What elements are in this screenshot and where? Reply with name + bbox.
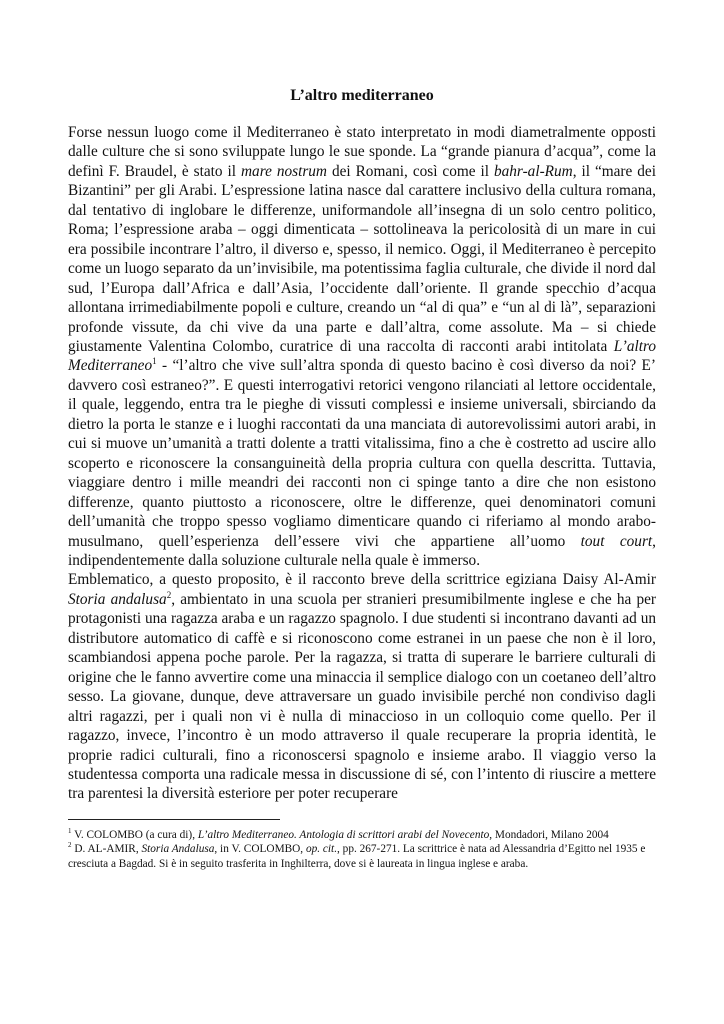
text-run: Emblematico, a questo proposito, è il racconto breve della scrittrice egiziana Daisy Al-Amir bbox=[68, 571, 656, 589]
footnote-ref-1: 1 bbox=[152, 356, 157, 367]
text-run: D. AL-AMIR, bbox=[71, 843, 142, 856]
story-title: Storia Andalusa bbox=[141, 843, 215, 856]
paragraph-2 bbox=[68, 570, 656, 803]
book-title: L’altro Mediterraneo bbox=[68, 337, 656, 375]
text-run: , ambientato in una scuola per stranieri presumibilmente inglese e che ha per protagonisti una ragazza araba e un ragazzo spagnolo. I due studenti si incontrano davanti ad un distributore automatico di caffè e si riconoscono come estranei in un paese che non è il loro, scambiandosi appena poche parole. Per la ragazza, si tratta di superare le barriere culturali di origine che le fanno avvertire come una minaccia il semplice dialogo con un coetaneo dell’altro sesso. La giovane, dunque, deve attraversare un guado invisibile perché non condiviso dagli altri ragazzi, per i quali non vi è nulla di minaccioso in un colloquio come quello. Per il ragazzo, invece, l’incontro è un modo attraverso il quale recuperare la propria identità, le proprie radici culturali, fino a riconoscersi spagnolo e insieme arabo. Il viaggio verso la studentessa comporta una radicale messa in discussione di sé, con l’intento di riuscire a mettere tra parentesi la diversità esteriore per poter recuperare bbox=[68, 590, 656, 803]
text-run: , Mondadori, Milano 2004 bbox=[489, 828, 609, 841]
footnote-2 bbox=[68, 842, 656, 871]
footnote-divider bbox=[68, 819, 280, 820]
text-run: - “l’altro che vive sull’altra sponda di questo bacino è così diverso da noi? E’ davvero così estraneo?”. E questi interrogativi retorici vengono rilanciati al lettore occidentale, il quale, leggendo, entra tra le pieghe di vissuti complessi e insieme universali, sbirciando da dietro la porta le stanze e i luoghi raccontati da una manciata di autorevolissimi autori arabi, in cui si muove un’umanità a tratti dolente a tratti vitalissima, fino a che è costretto ad uscire allo scoperto e riconoscere la consanguineità della propria cultura con quella descritta. Tuttavia, viaggiare dentro i mille meandri dei racconti non ci spinge tanto a dire che non esistono differenze, quanto piuttosto a riconoscere, oltre le differenze, quei denominatori comuni dell’umanità che troppo spesso vogliamo dimenticare quando ci riferiamo al mondo arabo-musulmano, quell’esperienza dell’essere vivi che appartiene all’uomo bbox=[68, 357, 656, 550]
footnote-1 bbox=[68, 828, 656, 843]
book-title: L’altro Mediterraneo. Antologia di scrittori arabi del Novecento bbox=[197, 828, 490, 841]
italic-term: tout court bbox=[580, 532, 653, 550]
text-run: dei Romani, così come il bbox=[326, 162, 494, 180]
footnote-number: 1 bbox=[68, 827, 72, 836]
text-run: , il “mare dei Bizantini” per gli Arabi. L’espressione latina nasce dal carattere inclusivo della cultura romana, dal tentativo di inglobare le differenze, uniformandole all’insegna di un solo centro politico, Roma; l’espressione araba – oggi dimenticata – sottolineava la pericolosità di un mare in cui era possibile incontrare l’altro, il diverso e, spesso, il nemico. Oggi, il Mediterraneo è percepito come un luogo separato da un’invisibile, ma potentissima faglia culturale, che divide il nord dal sud, l’Europa dall’Africa e dall’Asia, l’occidente dall’oriente. Il grande specchio d’acqua allontana irrimediabilmente popoli e culture, creando un “al di qua” e “un al di là”, separazioni profonde vissute, da chi vive da una parte e dall’altra, come assolute. Ma – si chiede giustamente Valentina Colombo, curatrice di una raccolta di racconti arabi intitolata bbox=[68, 162, 656, 355]
text-run: , pp. 267-271. La scrittrice è nata ad Alessandria d’Egitto nel 1935 e cresciuta a Bagdad. Si è in seguito trasferita in Inghilterra, dove si è laureata in lingua inglese e araba. bbox=[68, 843, 646, 870]
italic-term: mare nostrum bbox=[241, 162, 327, 180]
footnote-number: 2 bbox=[68, 841, 72, 850]
page-title: L’altro mediterraneo bbox=[290, 87, 434, 104]
italic-term: bahr-al-Rum bbox=[493, 162, 573, 180]
paragraph-1 bbox=[68, 123, 656, 570]
italic-term: op. cit. bbox=[305, 843, 338, 856]
footnote-ref-2: 2 bbox=[166, 589, 172, 600]
text-run: , indipendentemente dalla soluzione culturale nella quale è immerso. bbox=[68, 532, 656, 569]
story-title: Storia andalusa bbox=[68, 590, 167, 608]
text-run: Forse nessun luogo come il Mediterraneo è stato interpretato in modi diametralmente opposti dalle culture che si sono sviluppate lungo le sue sponde. La “grande pianura d’acqua”, come la definì F. Braudel, è stato il bbox=[68, 124, 656, 180]
document-page bbox=[68, 86, 656, 871]
text-run: , in V. COLOMBO, bbox=[214, 843, 306, 856]
text-run: V. COLOMBO (a cura di), bbox=[71, 828, 198, 841]
